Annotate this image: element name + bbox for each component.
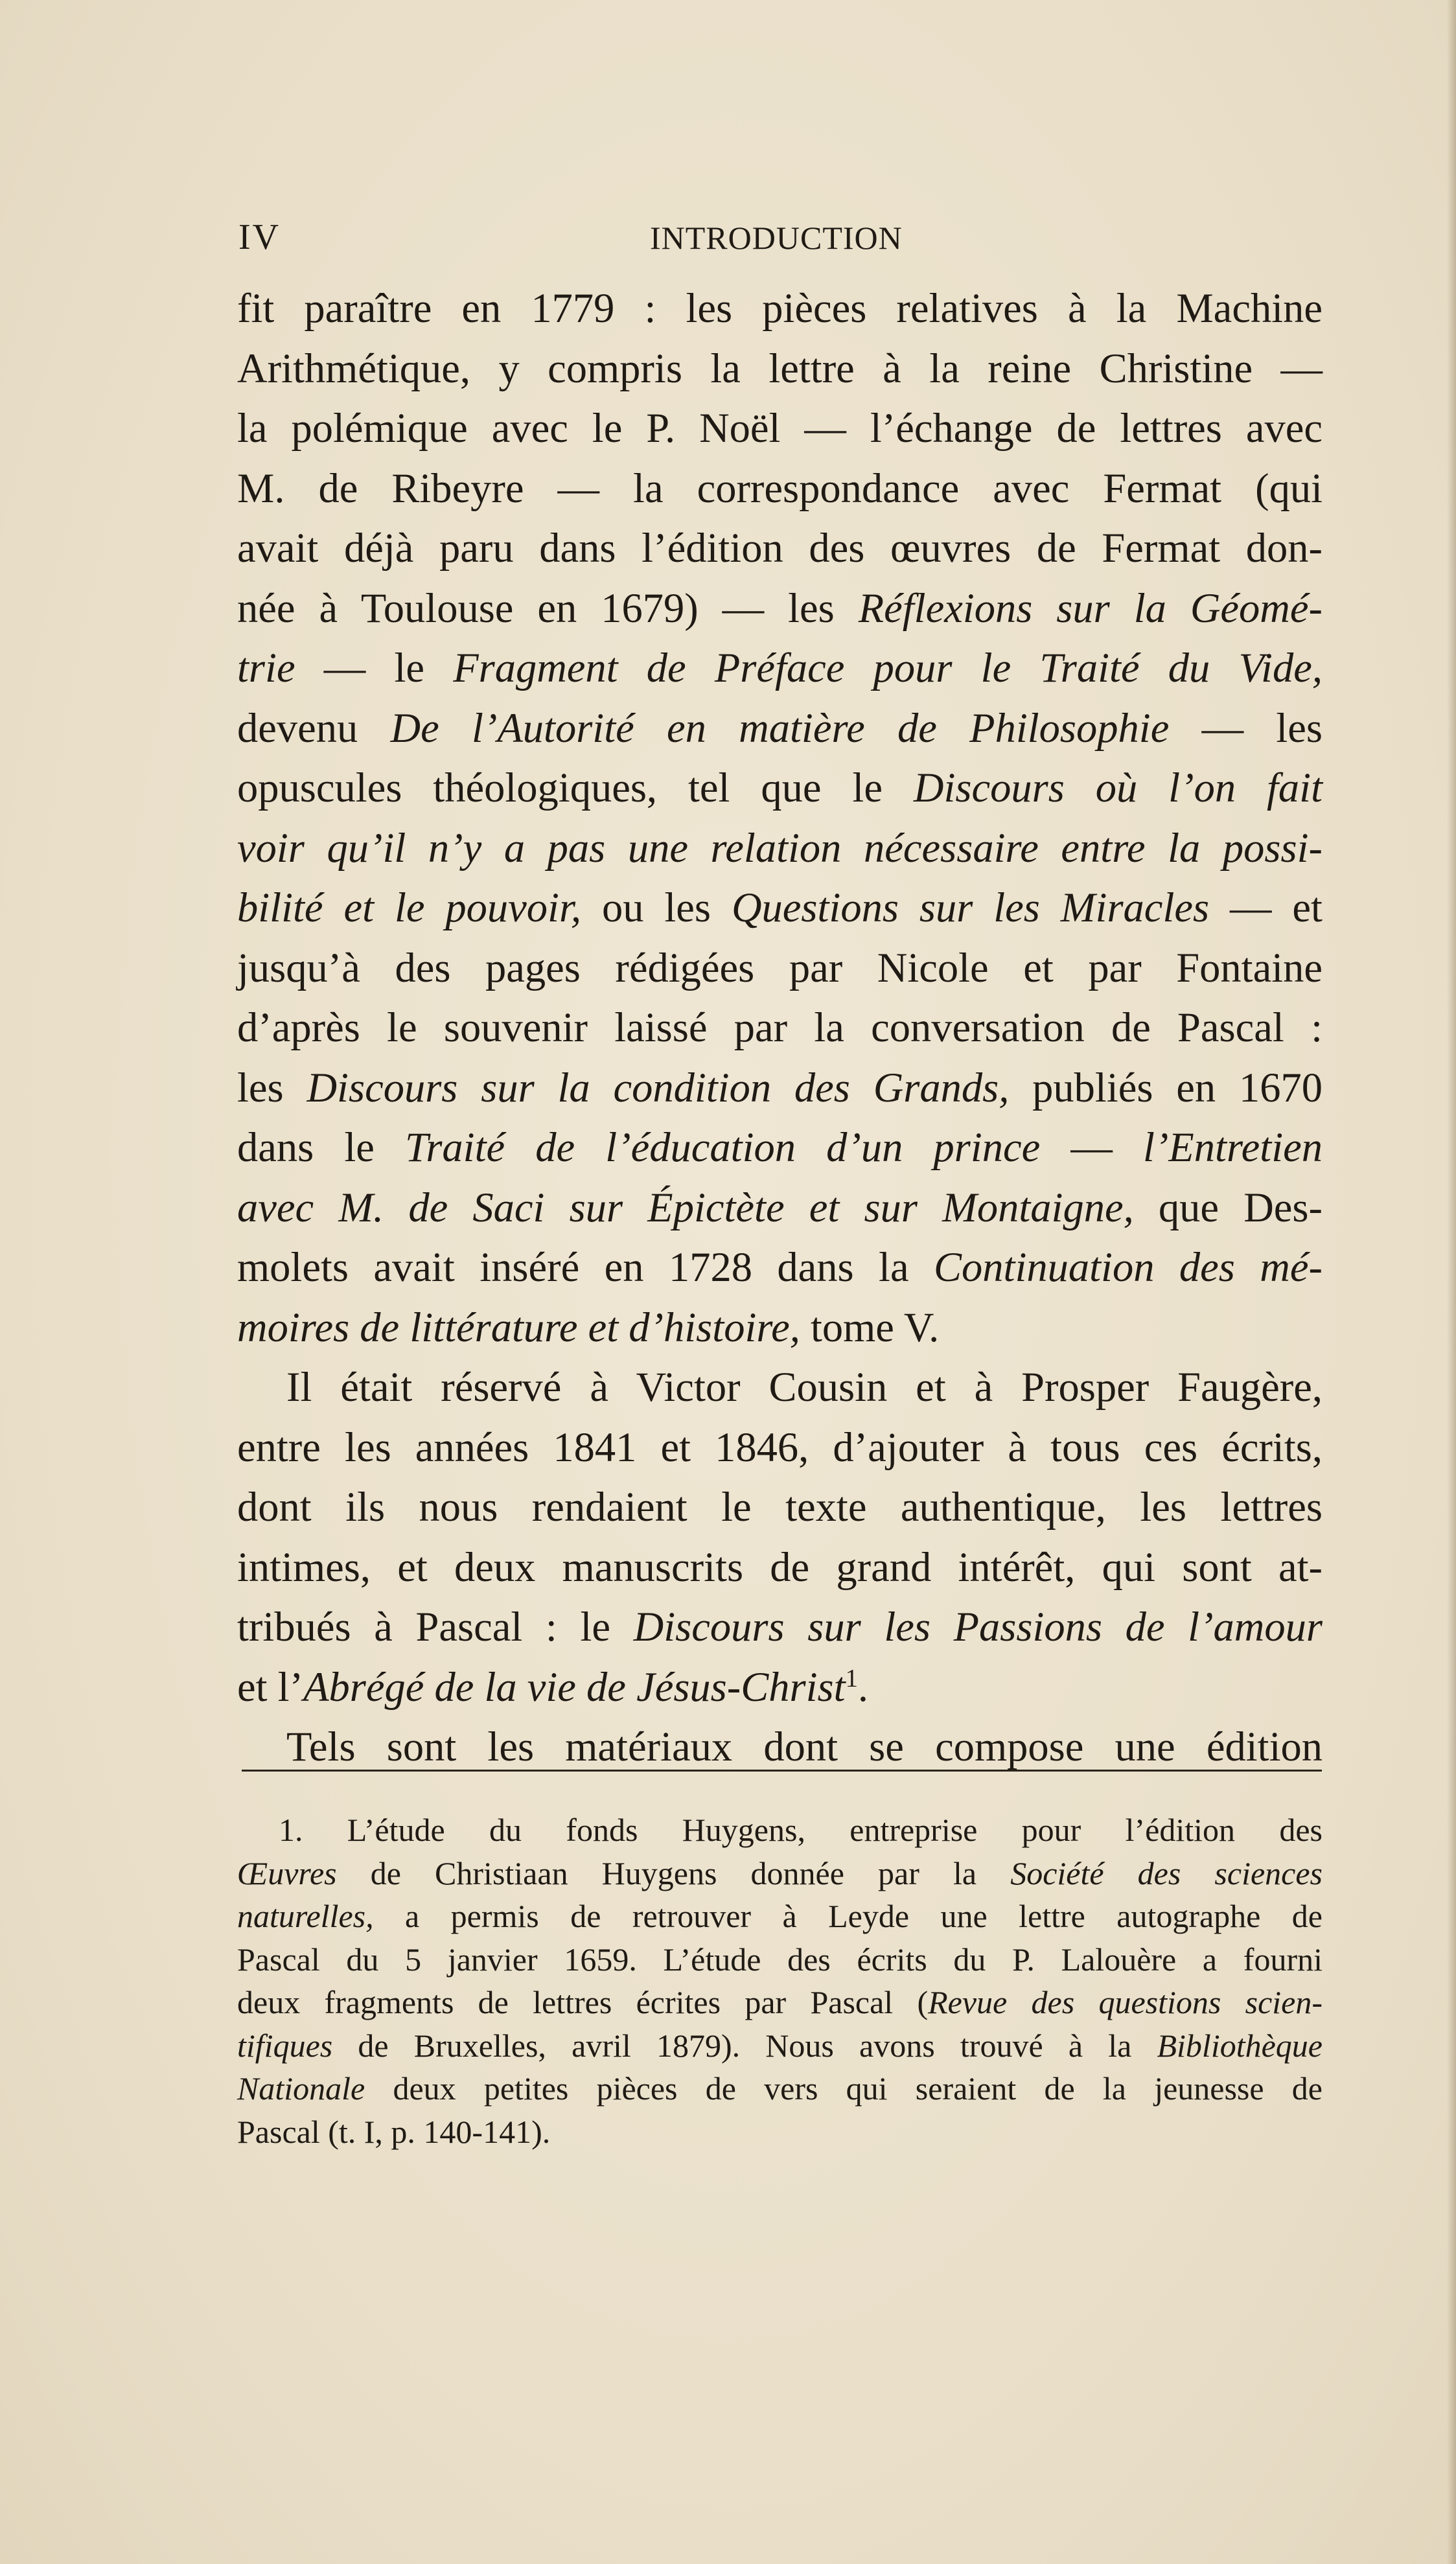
italic-run: Discours où l’on fait (913, 765, 1323, 811)
running-title: INTRODUCTION (650, 220, 903, 256)
text-line: opuscules théologiques, tel que le Discours où l’on fait (237, 765, 1323, 811)
italic-run: Continuation des mé- (934, 1244, 1323, 1290)
footnote (237, 1808, 1323, 2153)
italic-run: Nationale (237, 2070, 365, 2107)
text-line: M. de Ribeyre — la correspondance avec Fermat (qui (237, 465, 1323, 511)
text-line: fit paraître en 1779 : les pièces relatives à la Machine (237, 285, 1323, 331)
text-line: tribués à Pascal : le Discours sur les Passions de l’amour (237, 1604, 1323, 1650)
italic-run: l’Entretien (1142, 1124, 1323, 1170)
text-line (237, 818, 1323, 879)
italic-run: Discours sur la condition des Grands, (306, 1064, 1010, 1111)
italic-run: Questions sur les Miracles (731, 884, 1210, 930)
text-line: et l’Abrégé de la vie de Jésus-Christ$^1$. (237, 1663, 869, 1710)
text-line: jusqu’à des pages rédigées par Nicole et par Fontaine (237, 944, 1323, 991)
text-line: devenu De l’Autorité en matière de Philosophie — les (237, 704, 1323, 751)
text-line: Il était réservé à Victor Cousin et à Prosper Faugère, (286, 1364, 1323, 1410)
text-line: la polémique avec le P. Noël — l’échange de lettres avec (237, 405, 1323, 451)
italic-run: tifiques (237, 2027, 333, 2064)
page-edge-shadow (1447, 0, 1456, 2564)
text-line: Arithmétique, y compris la lettre à la reine Christine — (237, 345, 1323, 391)
text-line: bilité et le pouvoir, ou les Questions sur les Miracles — et (237, 884, 1323, 930)
footnote-line: Œuvres de Christiaan Huygens donnée par la Société des sciences (237, 1854, 1323, 1891)
italic-run: Œuvres (237, 1854, 337, 1891)
text-line: Tels sont les matériaux dont se compose une édition (286, 1724, 1323, 1770)
footnote-line: Pascal du 5 janvier 1659. L’étude des écrits du P. Lalouère a fourni (237, 1941, 1323, 1978)
italic-run: Discours sur les Passions de l’amour (633, 1604, 1323, 1650)
italic-run: Société des sciences (1010, 1854, 1323, 1891)
italic-run: De l’Autorité en matière de Philosophie (390, 704, 1170, 751)
italic-run: bilité et le pouvoir, (237, 884, 582, 930)
footnote-line: 1. L’étude du fonds Huygens, entreprise pour l’édition des (279, 1812, 1323, 1848)
footnote-line: Nationale deux petites pièces de vers qui seraient de la jeunesse de (237, 2070, 1323, 2107)
footnote-line: deux fragments de lettres écrites par Pascal (Revue des questions scien- (237, 1984, 1323, 2020)
footnote-line: tifiques de Bruxelles, avril 1879). Nous avons trouvé à la Bibliothèque (237, 2027, 1323, 2064)
main-text (237, 279, 1323, 1777)
italic-run: Fragment de Préface pour le Traité du Vide, (453, 645, 1323, 691)
text-line: dont ils nous rendaient le texte authentique, les lettres (237, 1484, 1323, 1530)
italic-run: Traité de l’éducation d’un prince (405, 1124, 1041, 1170)
text-line: avait déjà paru dans l’édition des œuvres de Fermat don- (237, 525, 1323, 571)
italic-run: Réflexions sur la Géomé- (858, 584, 1323, 631)
text-line: moires de littérature et d’histoire, tome V. (237, 1304, 940, 1350)
italic-run: Abrégé de la vie de Jésus-Christ (303, 1663, 846, 1710)
text-line: molets avait inséré en 1728 dans la Continuation des mé- (237, 1244, 1323, 1290)
footnote-line: naturelles, a permis de retrouver à Leyde une lettre autographe de (237, 1898, 1323, 1934)
text-line: les Discours sur la condition des Grands, publiés en 1670 (237, 1064, 1323, 1111)
italic-run: Revue des questions scien- (928, 1984, 1323, 2020)
italic-run: voir qu’il n’y a pas une relation nécessaire entre la possi- (237, 824, 1323, 871)
text-line: trie — le Fragment de Préface pour le Traité du Vide, (237, 645, 1323, 691)
italic-run: moires de littérature et d’histoire, (237, 1304, 800, 1350)
text-line: entre les années 1841 et 1846, d’ajouter à tous ces écrits, (237, 1424, 1323, 1470)
italic-run: Bibliothèque (1157, 2027, 1323, 2064)
text-line: dans le Traité de l’éducation d’un prince — l’Entretien (237, 1124, 1323, 1170)
text-line: avec M. de Saci sur Épictète et sur Montaigne, que Des- (237, 1184, 1323, 1230)
footnote-ref: 1 (845, 1665, 858, 1692)
italic-run: naturelles, (237, 1898, 374, 1934)
page-number: IV (238, 217, 281, 257)
text-line: née à Toulouse en 1679) — les Réflexions sur la Géomé- (237, 584, 1323, 631)
footnote-line: Pascal (t. I, p. 140-141). (237, 2113, 551, 2150)
text-line: intimes, et deux manuscrits de grand intérêt, qui sont at- (237, 1543, 1323, 1590)
text-line: d’après le souvenir laissé par la conversation de Pascal : (237, 1004, 1323, 1050)
italic-run: trie (237, 645, 295, 691)
footnote-separator (242, 1770, 1322, 1772)
italic-run: avec M. de Saci sur Épictète et sur Montaigne, (237, 1184, 1134, 1230)
